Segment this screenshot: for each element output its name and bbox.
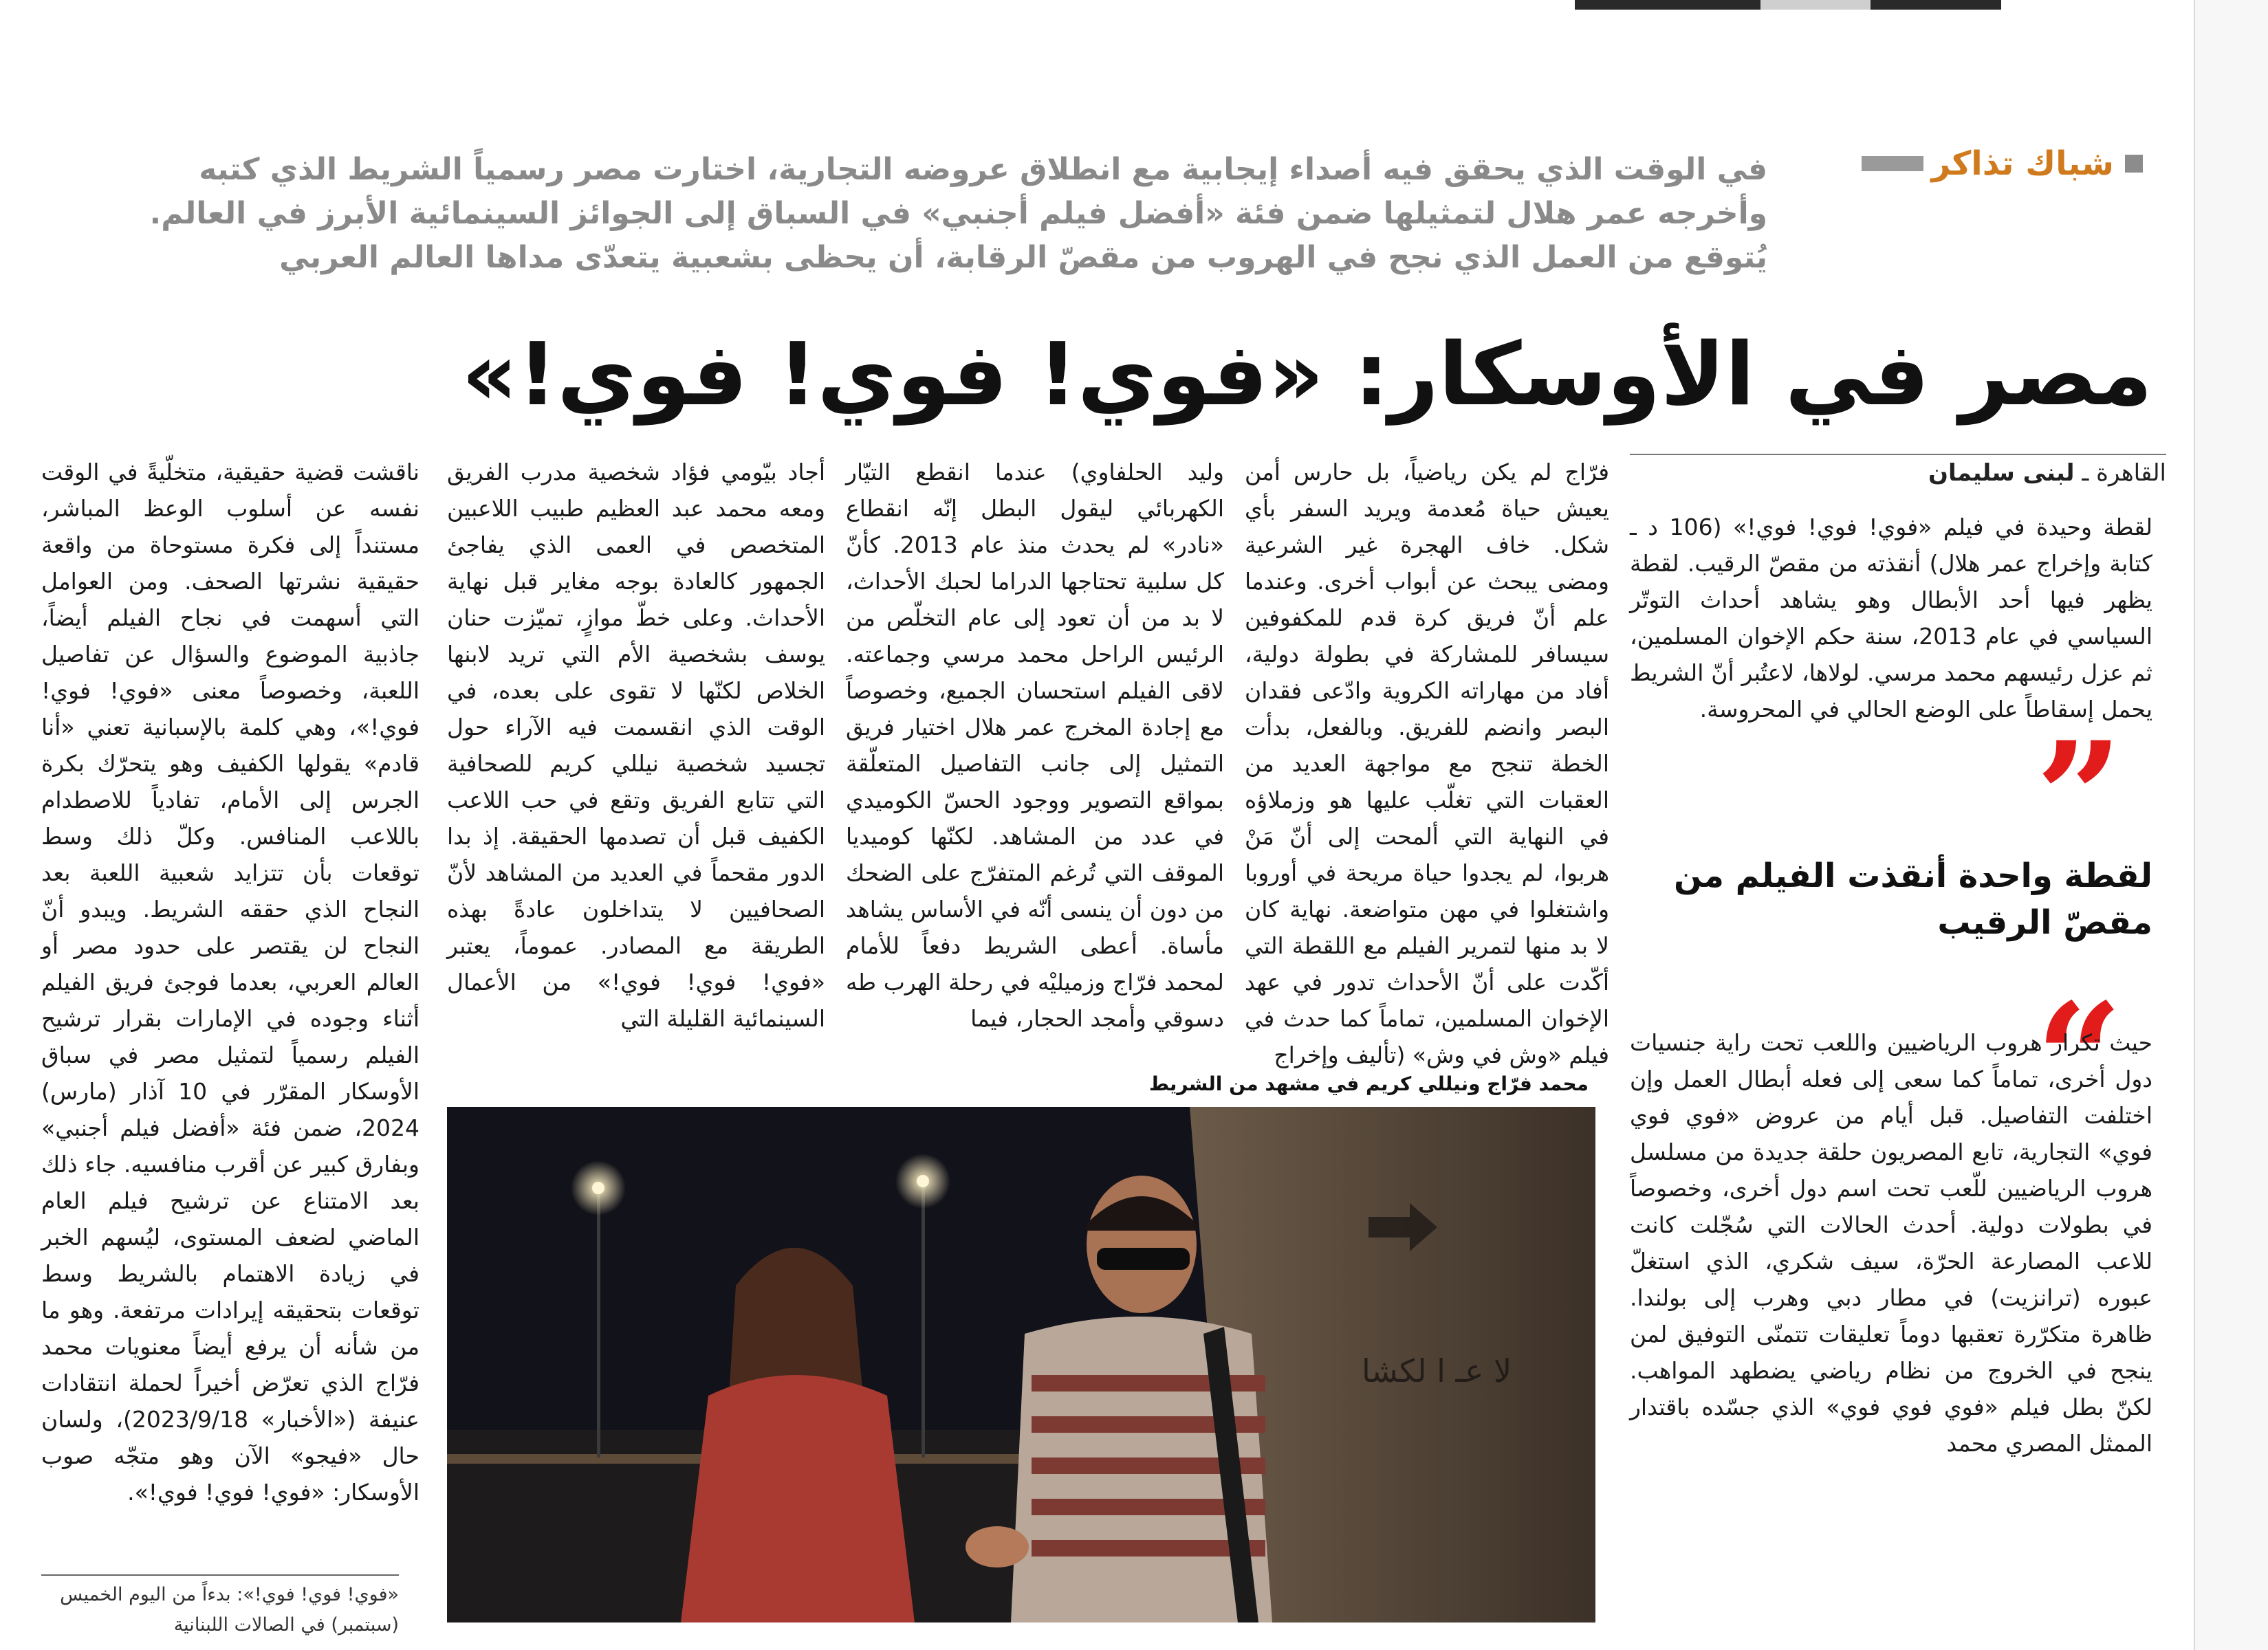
wall-graffiti: لا عـ ا لكشا xyxy=(1362,1352,1512,1389)
byline-author: لبنى سليمان xyxy=(1928,459,2075,487)
article-column-4 xyxy=(447,454,825,1045)
quote-close-icon: “ xyxy=(2036,969,2123,1147)
article-headline: مصر في الأوسكار: «فوي! فوي! فوي!» xyxy=(461,324,2152,425)
quote-open-icon: ” xyxy=(2036,708,2123,886)
pull-quote: لقطة واحدة أنقذت الفيلم من مقصّ الرقيب xyxy=(1674,857,2152,942)
top-masthead-strip-light xyxy=(1760,0,1871,10)
article-column-2 xyxy=(1245,454,1609,1068)
photo-scene xyxy=(447,1107,1595,1622)
column-text: ناقشت قضية حقيقية، متخلّيةً في الوقت نفسه عن أسلوب الوعظ المباشر، مستنداً إلى فكرة مستوحاة من واقعة حقيقية نشرتها الصحف. ومن العوامل التي أسهمت في نجاح الفيلم أيضاً، جاذبية الموضوع والسؤال عن تفاصيل اللعبة، وخصوصاً معنى «فوي! فوي! فوي!»، وهي كلمة بالإسبانية تعني «أنا قادم» يقولها الكفيف وهو يتحرّك بكرة الجرس إلى الأمام، تفادياً للاصطدام باللاعب المنافس. وكلّ ذلك وسط توقعات بأن تتزايد شعبية اللعبة بعد النجاح الذي حققه الشريط. ويبدو أنّ النجاح لن يقتصر على حدود مصر أو العالم العربي، بعدما فوجئ فريق الفيلم أثناء وجوده في الإمارات بقرار ترشيح الفيلم رسمياً لتمثيل مصر في سباق الأوسكار المقرّر في 10 آذار (مارس) 2024، ضمن فئة «أفضل فيلم أجنبي» وبفارق كبير عن أقرب منافسيه. جاء ذلك بعد الامتناع عن ترشيح فيلم العام الماضي لضعف المستوى، ليُسهم الخبر في زيادة الاهتمام بالشريط وسط توقعات بتحقيقه إيرادات مرتفعة. وهو ما من شأنه أن يرفع أيضاً معنويات محمد فرّاج الذي تعرّض أخيراً لحملة انتقادات عنيفة («الأخبار» 2023/9/18)، ولسان حال «فيجو» الآن وهو متجّه صوب الأوسكار: «فوي! فوي! فوي!». xyxy=(41,459,419,1506)
section-title: شباك تذاكر xyxy=(1931,144,2114,183)
photo-caption: محمد فرّاج ونيللي كريم في مشهد من الشريط xyxy=(1148,1072,1589,1095)
column-text: أجاد بيّومي فؤاد شخصية مدرب الفريق ومعه محمد عبد العظيم طبيب اللاعبين المتخصص في العمى الذي يفاجئ الجمهور كالعادة بوجه مغاير قبل نهاية الأحداث. وعلى خطّ موازٍ، تميّزت حنان يوسف بشخصية الأم التي تريد لابنها الخلاص لكنّها لا تقوى على بعده، في الوقت الذي انقسمت فيه الآراء حول تجسيد شخصية نيللي كريم للصحافية التي تتابع الفريق وتقع في حب اللاعب الكفيف قبل أن تصدمها الحقيقة. إذ بدا الدور مقحماً في العديد من المشاهد لأنّ الصحافيين لا يتداخلون عادةً بهذه الطريقة مع المصادر. عموماً، يعتبر «فوي! فوي! فوي!» من الأعمال السينمائية القليلة التي xyxy=(447,459,825,1032)
article-deck xyxy=(96,148,1767,280)
column-text: لقطة وحيدة في فيلم «فوي! فوي! فوي!» (106 د ـ كتابة وإخراج عمر هلال) أنقذته من مقصّ الرقيب. لقطة يظهر فيها أحد الأبطال وهو يشاهد أحداث التوتّر السياسي في عام 2013، سنة حكم الإخوان المسلمين، ثم عزل رئيسهم محمد مرسي. لولاها، لاعتُبر أنّ الشريط يحمل إسقاطاً على الوضع الحالي في المحروسة. xyxy=(1630,514,2152,723)
page-gutter xyxy=(2194,0,2268,1650)
deck-line: وأخرجه عمر هلال لتمثيلها ضمن فئة «أفضل فيلم أجنبي» في السباق إلى الجوائز السينمائية الأبرز في العالم. xyxy=(149,196,1767,231)
article-column-5 xyxy=(41,454,419,1554)
section-divider xyxy=(1862,156,1923,171)
byline xyxy=(1630,454,2166,487)
article-column-3 xyxy=(846,454,1224,1045)
deck-line: يُتوقع من العمل الذي نجح في الهروب من مقصّ الرقابة، أن يحظى بشعبية يتعدّى مداها العالم العربي xyxy=(279,240,1767,275)
section-square-icon xyxy=(2125,155,2143,173)
byline-city: القاهرة ـ xyxy=(2082,459,2166,487)
article-column-1-continued xyxy=(1630,1024,2152,1636)
article-photo xyxy=(447,1107,1595,1622)
column-text: حيث تكرار هروب الرياضيين واللعب تحت راية جنسيات دول أخرى، تماماً كما سعى إلى فعله أبطال العمل وإن اختلفت التفاصيل. قبل أيام من عروض «فوي فوي فوي» التجارية، تابع المصريون حلقة جديدة من مسلسل هروب الرياضيين للّعب تحت اسم دول أخرى، وخصوصاً في بطولات دولية. أحدث الحالات التي سُجّلت كانت للاعب المصارعة الحرّة، سيف شكري، الذي استغلّ عبوره (ترانزيت) في مطار دبي وهرب إلى بولندا. ظاهرة متكرّرة تعقبها دوماً تعليقات تتمنّى التوفيق لمن ينجح في الخروج من نظام رياضي يضطهد المواهب. لكنّ بطل فيلم «فوي فوي فوي» الذي جسّده باقتدار الممثل المصري محمد xyxy=(1630,1029,2152,1457)
screening-note: «فوي! فوي! فوي!»: بدءاً من اليوم الخميس (سبتمبر) في الصالات اللبنانية xyxy=(41,1574,399,1640)
column-text: فرّاج لم يكن رياضياً، بل حارس أمن يعيش حياة مُعدمة ويريد السفر بأي شكل. خاف الهجرة غير الشرعية ومضى يبحث عن أبواب أخرى. وعندما علم أنّ فريق كرة قدم للمكفوفين سيسافر للمشاركة في بطولة دولية، أفاد من مهاراته الكروية وادّعى فقدان البصر وانضم للفريق. وبالفعل، بدأت الخطة تنجح مع مواجهة العديد من العقبات التي تغلّب عليها هو وزملاؤه في النهاية التي ألمحت إلى أنّ مَنْ هربوا، لم يجدوا حياة مريحة في أوروبا واشتغلوا في مهن متواضعة. نهاية كان لا بد منها لتمرير الفيلم مع اللقطة التي أكّدت على أنّ الأحداث تدور في عهد الإخوان المسلمين، تماماً كما حدث في فيلم «وش في وش» (تأليف وإخراج xyxy=(1245,459,1609,1068)
column-text: وليد الحلفاوي) عندما انقطع التيّار الكهربائي ليقول البطل إنّه انقطاع «نادر» لم يحدث منذ عام 2013. كأنّ كل سلبية تحتاجها الدراما لحبك الأحداث، لا بد من أن تعود إلى عام التخلّص من الرئيس الراحل محمد مرسي وجماعته. لاقى الفيلم استحسان الجميع، وخصوصاً مع إجادة المخرج عمر هلال اختيار فريق التمثيل إلى جانب التفاصيل المتعلّقة بمواقع التصوير ووجود الحسّ الكوميدي في عدد من المشاهد. لكنّها كوميديا الموقف التي تُرغم المتفرّج على الضحك من دون أن ينسى أنّه في الأساس يشاهد مأساة. أعطى الشريط دفعاً للأمام لمحمد فرّاج وزميليْه في رحلة الهرب طه دسوقي وأمجد الحجار، فيما xyxy=(846,459,1224,1032)
deck-line: في الوقت الذي يحقق فيه أصداء إيجابية مع انطلاق عروضه التجارية، اختارت مصر رسمياً الشريط الذي كتبه xyxy=(199,152,1767,187)
section-label xyxy=(1862,144,2144,183)
